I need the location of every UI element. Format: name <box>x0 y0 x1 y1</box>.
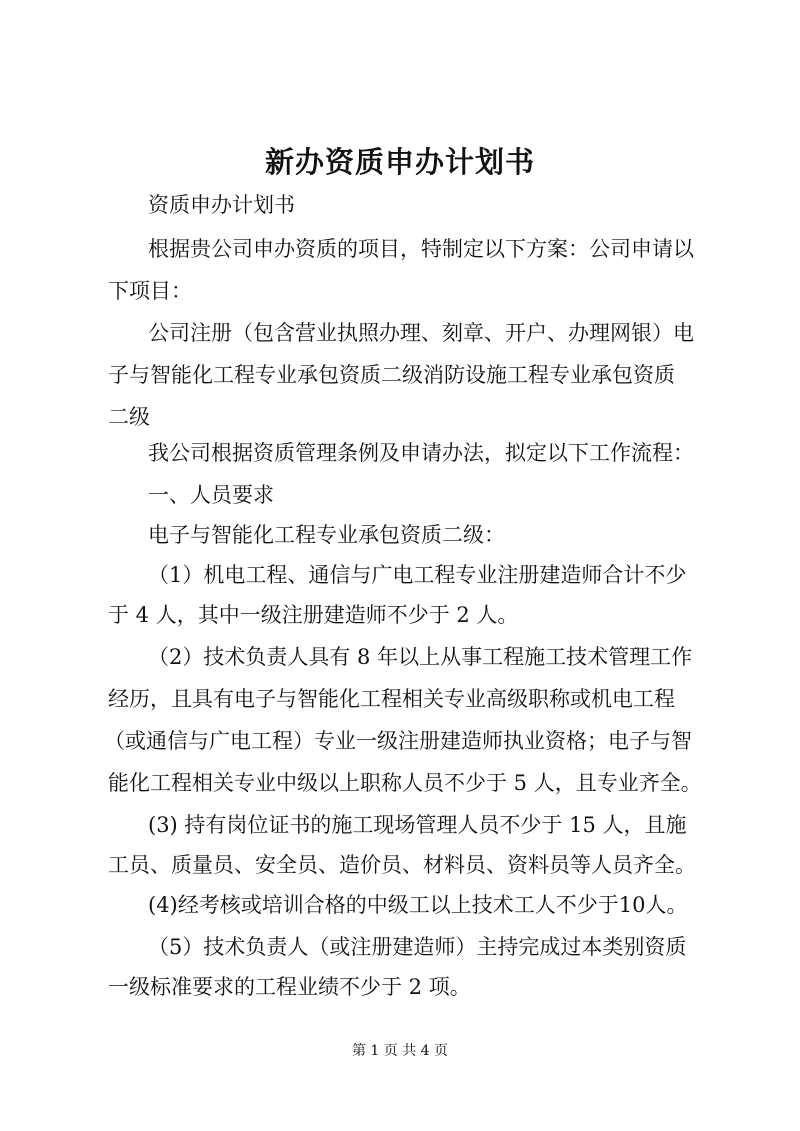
body-line: 下项目： <box>108 279 192 303</box>
body-line: 资质申办计划书 <box>148 193 295 217</box>
section-heading: 一、人员要求 <box>148 483 274 507</box>
body-line: 能化工程相关专业中级以上职称人员不少于 5 人，且专业齐全。 <box>108 771 702 795</box>
body-line: 公司注册（包含营业执照办理、刻章、开户、办理网银）电 <box>148 321 694 345</box>
body-line: 于 4 人，其中一级注册建造师不少于 2 人。 <box>108 603 519 627</box>
body-line: 电子与智能化工程专业承包资质二级： <box>148 523 505 547</box>
body-line: (4)经考核或培训合格的中级工以上技术工人不少于10人。 <box>148 893 688 917</box>
body-line: （或通信与广电工程）专业一级注册建造师执业资格；电子与智 <box>104 729 692 753</box>
body-line: 子与智能化工程专业承包资质二级消防设施工程专业承包资质 <box>108 363 675 387</box>
body-line: （2）技术负责人具有 8 年以上从事工程施工技术管理工作 <box>148 645 693 669</box>
body-line: （1）机电工程、通信与广电工程专业注册建造师合计不少 <box>148 563 687 587</box>
page-number-footer: 第 1 页 共 4 页 <box>351 1043 449 1059</box>
body-line: 二级 <box>108 405 150 429</box>
body-line: （5）技术负责人（或注册建造师）主持完成过本类别资质 <box>148 935 687 959</box>
body-line: (3) 持有岗位证书的施工现场管理人员不少于 15 人，且施 <box>148 813 687 837</box>
document-title: 新办资质申办计划书 <box>264 145 535 179</box>
body-line: 我公司根据资质管理条例及申请办法，拟定以下工作流程： <box>148 441 694 465</box>
body-line: 工员、质量员、安全员、造价员、材料员、资料员等人员齐全。 <box>108 853 696 877</box>
body-line: 经历，且具有电子与智能化工程相关专业高级职称或机电工程 <box>108 687 675 711</box>
body-line: 根据贵公司申办资质的项目，特制定以下方案：公司申请以 <box>148 237 694 261</box>
body-line: 一级标准要求的工程业绩不少于 2 项。 <box>108 975 471 999</box>
